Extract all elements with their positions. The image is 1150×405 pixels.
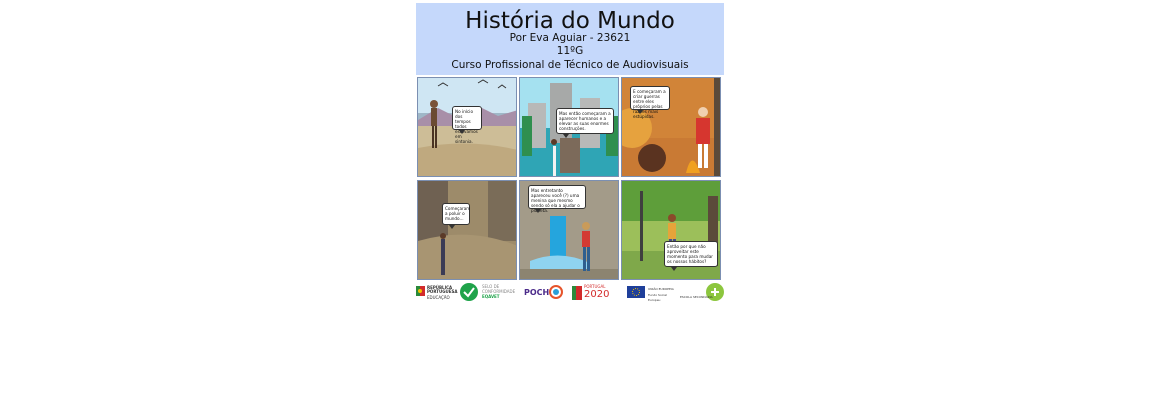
republica-portuguesa-logo: REPÚBLICA PORTUGUESA EDUCAÇÃO	[416, 283, 458, 301]
comic-grid	[417, 77, 723, 281]
course-line: Curso Profissional de Técnico de Audiovisuais	[451, 59, 689, 71]
poch-swirl-icon	[548, 284, 564, 300]
comic-panel-4	[417, 180, 517, 280]
poster-header	[416, 3, 724, 75]
comic-panel-2	[519, 77, 619, 177]
polluted-city-illustration	[418, 181, 517, 280]
speech-bubble-6: Então por que não aproveitar este momento para mudar os nossos hábitos?	[664, 241, 718, 267]
poster-title: História do Mundo	[465, 8, 675, 34]
portugal-2020-logo: PORTUGAL 2020	[572, 283, 620, 301]
poch-logo: POCH	[524, 283, 566, 301]
p2020-mark-icon	[572, 286, 582, 300]
comic-panel-3	[621, 77, 721, 177]
checkmark-seal-icon	[460, 283, 478, 301]
comic-poster	[416, 3, 724, 301]
comic-panel-1	[417, 77, 517, 177]
eqavet-seal-logo: SELO DE CONFORMIDADE EQAVET	[460, 283, 520, 301]
speech-bubble-5: Mas entretanto apareceu você (?) uma menina que mesmo sendo só ela a ajudar o planeta.	[528, 185, 586, 209]
school-logo: ESCOLA SECUNDÁRIA	[680, 283, 724, 301]
speech-bubble-1: No início dos tempos todos estávamos em sintonia.	[452, 106, 482, 130]
flag-icon	[416, 286, 425, 296]
speech-bubble-2: Mas então começaram a aparecer humanos e a elevar as suas enormes construções.	[556, 108, 614, 134]
speech-bubble-3: E começaram a criar guerras entre eles próprios pelas razões mais estúpidas.	[630, 86, 670, 110]
uniao-europeia-logo: UNIÃO EUROPEIA Fundo Social Europeu	[627, 283, 675, 301]
comic-panel-6	[621, 180, 721, 280]
class-line: 11ºG	[556, 45, 584, 57]
eu-flag-icon	[627, 286, 645, 298]
sponsor-footer	[416, 282, 724, 301]
author-line: Por Eva Aguiar - 23621	[509, 32, 631, 44]
comic-panel-5	[519, 180, 619, 280]
speech-bubble-4: Começaram a poluir o mundo...	[442, 203, 470, 225]
